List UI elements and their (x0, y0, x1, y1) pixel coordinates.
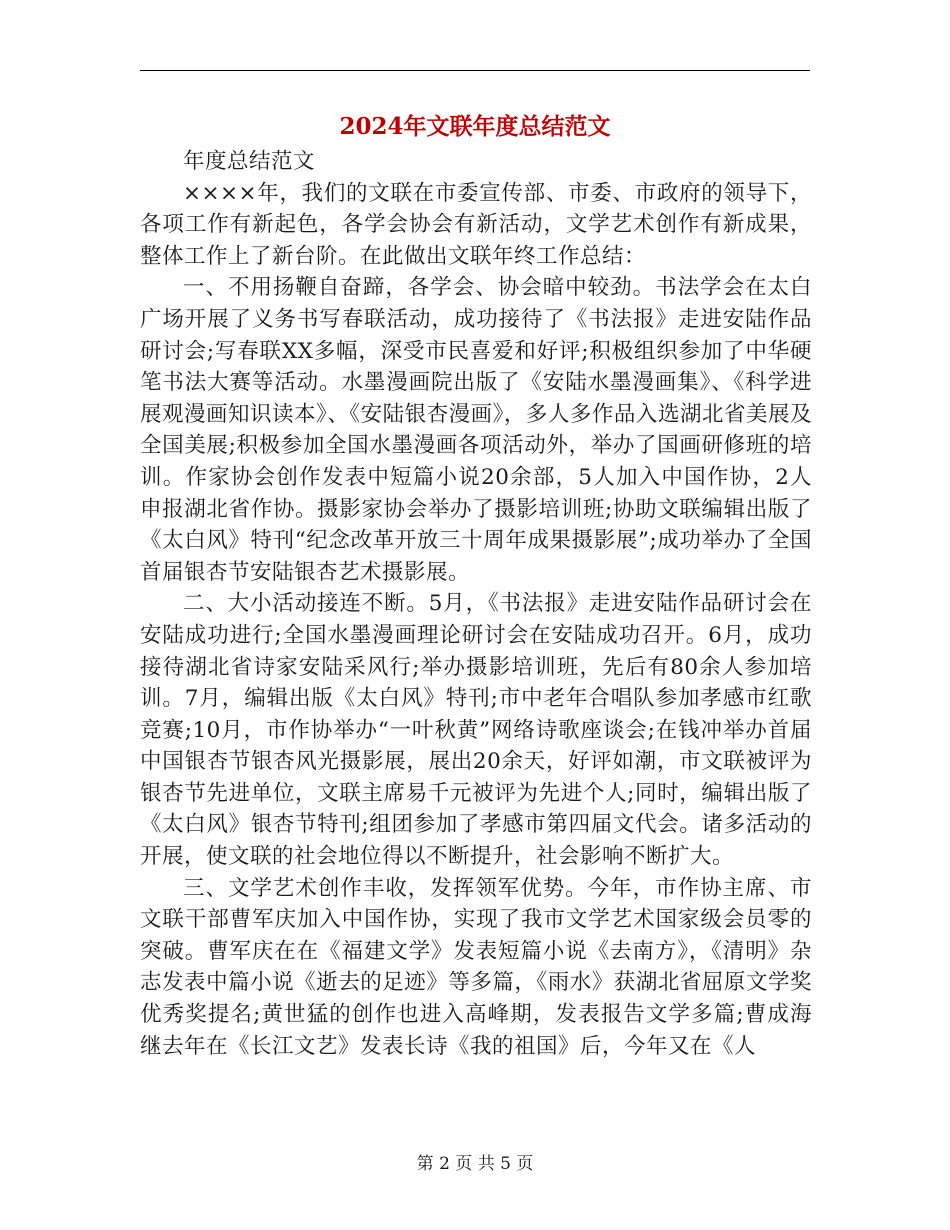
paragraph-subtitle: 年度总结范文 (183, 149, 316, 174)
paragraph-section-3: 三、文学艺术创作丰收，发挥领军优势。今年，市作协主席、市文联干部曹军庆加入中国作协，实现了我市文学艺术国家级会员零的突破。曹军庆在在《福建文学》发表短篇小说《去南方》，《清明》杂志发表中篇小说《逝去的足迹》等多篇，《雨水》获湖北省屈原文学奖优秀奖提名;黄世猛的创作也进入高峰期，发表报告文学多篇;曹成海继去年在《长江文艺》发表长诗《我的祖国》后，今年又在《人 (140, 875, 812, 1059)
page-number-footer: 第 2 页 共 5 页 (416, 1154, 534, 1174)
paragraph-section-1: 一、不用扬鞭自奋蹄，各学会、协会暗中较劲。书法学会在太白广场开展了义务书写春联活动，成功接待了《书法报》走进安陆作品研讨会;写春联XX多幅，深受市民喜爱和好评;积极组织参加了中华硬笔书法大赛等活动。水墨漫画院出版了《安陆水墨漫画集》、《科学进展观漫画知识读本》、《安陆银杏漫画》，多人多作品入选湖北省美展及全国美展;积极参加全国水墨漫画各项活动外，举办了国画研修班的培训。作家协会创作发表中短篇小说20余部，5人加入中国作协，2人申报湖北省作协。摄影家协会举办了摄影培训班;协助文联编辑出版了《太白风》特刊“纪念改革开放三十周年成果摄影展”;成功举办了全国首届银杏节安陆银杏艺术摄影展。 (140, 275, 812, 585)
header-rule (140, 70, 810, 71)
document-body (140, 146, 812, 1062)
paragraph-intro: ××××年，我们的文联在市委宣传部、市委、市政府的领导下，各项工作有新起色，各学会协会有新活动，文学艺术创作有新成果，整体工作上了新台阶。在此做出文联年终工作总结： (140, 180, 812, 269)
document-title: 2024年文联年度总结范文 (339, 113, 611, 140)
paragraph-section-2: 二、大小活动接连不断。5月，《书法报》走进安陆作品研讨会在安陆成功进行;全国水墨漫画理论研讨会在安陆成功召开。6月，成功接待湖北省诗家安陆采风行;举办摄影培训班，先后有80余人参加培训。7月，编辑出版《太白风》特刊;市中老年合唱队参加孝感市红歌竞赛;10月，市作协举办“一叶秋黄”网络诗歌座谈会;在钱冲举办首届中国银杏节银杏风光摄影展，展出20余天，好评如潮，市文联被评为银杏节先进单位，文联主席易千元被评为先进个人;同时，编辑出版了《太白风》银杏节特刊;组团参加了孝感市第四届文代会。诸多活动的开展，使文联的社会地位得以不断提升，社会影响不断扩大。 (140, 591, 812, 870)
